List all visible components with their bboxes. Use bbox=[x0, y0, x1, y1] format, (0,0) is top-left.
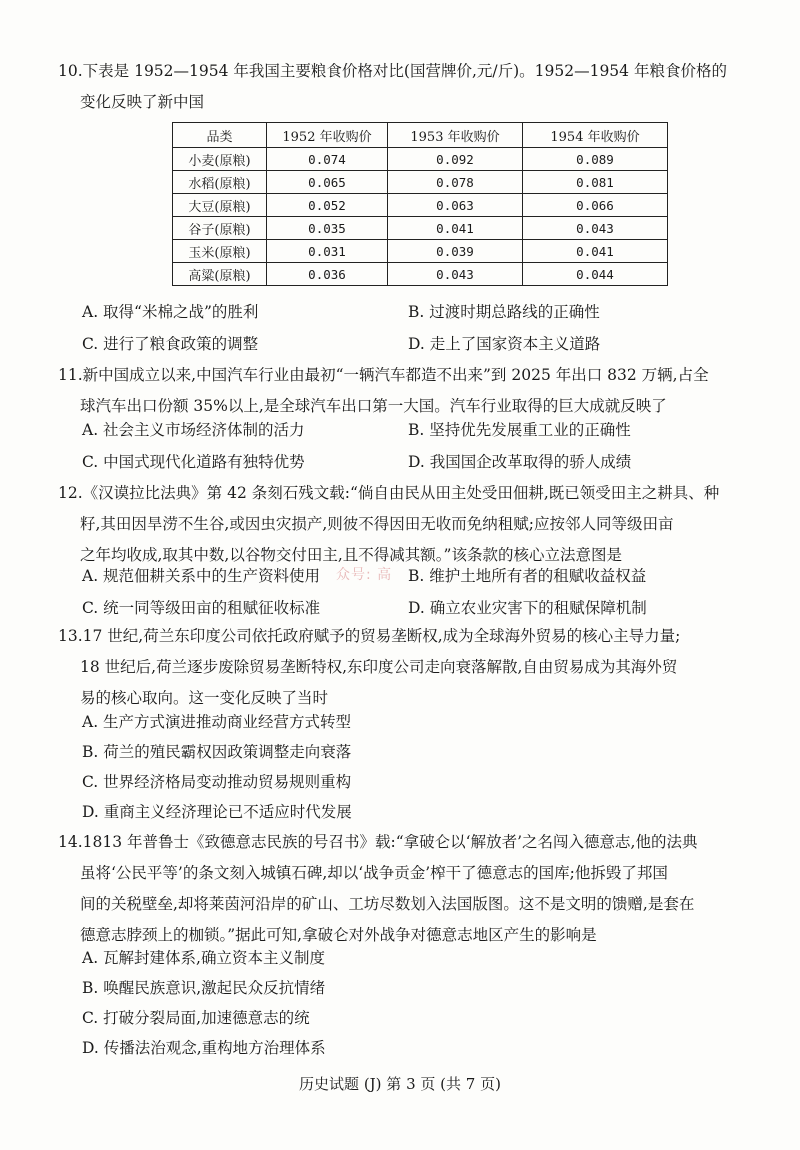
watermark-text: 众号: 高 bbox=[336, 567, 393, 583]
grain-price-table bbox=[172, 122, 668, 286]
table-cell: 0.065 bbox=[267, 171, 388, 194]
table-cell: 0.074 bbox=[267, 148, 388, 171]
table-cell: 0.044 bbox=[523, 263, 668, 286]
question-10-option-b[interactable]: B. 过渡时期总路线的正确性 bbox=[408, 303, 600, 321]
question-11-option-b[interactable]: B. 坚持优先发展重工业的正确性 bbox=[408, 421, 631, 439]
table-row bbox=[173, 194, 668, 217]
question-12-option-d[interactable]: D. 确立农业灾害下的租赋保障机制 bbox=[408, 599, 647, 617]
table-header-cell: 1952 年收购价 bbox=[267, 123, 388, 148]
table-cell: 小麦(原粮) bbox=[173, 148, 267, 171]
question-12-line-2: 籽,其田因旱涝不生谷,或因虫灾损产,则彼不得因田无收而免纳租赋;应按邻人同等级田亩 bbox=[80, 515, 674, 533]
question-12-option-a[interactable]: A. 规范佃耕关系中的生产资料使用 bbox=[82, 567, 321, 585]
table-header-cell: 1953 年收购价 bbox=[388, 123, 523, 148]
question-11-stem bbox=[58, 360, 758, 422]
question-10-line-1: 10.下表是 1952—1954 年我国主要粮食价格对比(国营牌价,元/斤)。1952—1954 年粮食价格的 bbox=[58, 62, 727, 80]
table-header-cell: 品类 bbox=[173, 123, 267, 148]
table-row bbox=[173, 263, 668, 286]
table-cell: 0.031 bbox=[267, 240, 388, 263]
question-11-option-d[interactable]: D. 我国国企改革取得的骄人成绩 bbox=[408, 453, 632, 471]
question-13-option-a[interactable]: A. 生产方式演进推动商业经营方式转型 bbox=[82, 713, 352, 731]
table-cell: 0.043 bbox=[388, 263, 523, 286]
table-cell: 0.035 bbox=[267, 217, 388, 240]
question-10-option-a[interactable]: A. 取得“米棉之战”的胜利 bbox=[82, 303, 259, 321]
table-cell: 0.052 bbox=[267, 194, 388, 217]
question-14-option-d[interactable]: D. 传播法治观念,重构地方治理体系 bbox=[82, 1039, 326, 1057]
table-cell: 0.092 bbox=[388, 148, 523, 171]
question-10-option-d[interactable]: D. 走上了国家资本主义道路 bbox=[408, 335, 601, 353]
question-11-option-c[interactable]: C. 中国式现代化道路有独特优势 bbox=[82, 453, 305, 471]
question-14-option-a[interactable]: A. 瓦解封建体系,确立资本主义制度 bbox=[82, 949, 325, 967]
question-14-stem bbox=[58, 827, 758, 951]
question-12-line-1: 12.《汉谟拉比法典》第 42 条刻石残文载:“倘自由民从田主处受田佃耕,既已领受田主之耕具、种 bbox=[58, 484, 720, 502]
question-14-option-c[interactable]: C. 打破分裂局面,加速德意志的统 bbox=[82, 1009, 310, 1027]
question-13-option-b[interactable]: B. 荷兰的殖民霸权因政策调整走向衰落 bbox=[82, 743, 352, 761]
table-cell: 0.041 bbox=[388, 217, 523, 240]
table-cell: 0.066 bbox=[523, 194, 668, 217]
page-footer: 历史试题 (J) 第 3 页 (共 7 页) bbox=[299, 1075, 501, 1093]
table-cell: 玉米(原粮) bbox=[173, 240, 267, 263]
table-cell: 0.063 bbox=[388, 194, 523, 217]
table-header-cell: 1954 年收购价 bbox=[523, 123, 668, 148]
question-12-option-c[interactable]: C. 统一同等级田亩的租赋征收标准 bbox=[82, 599, 321, 617]
table-cell: 0.081 bbox=[523, 171, 668, 194]
table-cell: 0.089 bbox=[523, 148, 668, 171]
table-cell: 水稻(原粮) bbox=[173, 171, 267, 194]
question-11-option-a[interactable]: A. 社会主义市场经济体制的活力 bbox=[82, 421, 305, 439]
table-row bbox=[173, 217, 668, 240]
table-cell: 0.036 bbox=[267, 263, 388, 286]
question-13-option-d[interactable]: D. 重商主义经济理论已不适应时代发展 bbox=[82, 803, 352, 821]
table-cell: 0.078 bbox=[388, 171, 523, 194]
table-row bbox=[173, 171, 668, 194]
table-cell: 0.039 bbox=[388, 240, 523, 263]
table-row bbox=[173, 148, 668, 171]
question-12-line-3: 之年均收成,取其中数,以谷物交付田主,且不得减其额。”该条款的核心立法意图是 bbox=[80, 546, 622, 564]
table-cell: 大豆(原粮) bbox=[173, 194, 267, 217]
question-14-line-3: 间的关税壁垒,却将莱茵河沿岸的矿山、工坊尽数划入法国版图。这不是文明的馈赠,是套在 bbox=[80, 895, 695, 913]
question-14-option-b[interactable]: B. 唤醒民族意识,激起民众反抗情绪 bbox=[82, 979, 326, 997]
table-cell: 0.043 bbox=[523, 217, 668, 240]
question-13-line-2: 18 世纪后,荷兰逐步废除贸易垄断特权,东印度公司走向衰落解散,自由贸易成为其海外贸 bbox=[80, 658, 678, 676]
question-11-line-2: 球汽车出口份额 35%以上,是全球汽车出口第一大国。汽车行业取得的巨大成就反映了 bbox=[80, 397, 667, 415]
table-cell: 高粱(原粮) bbox=[173, 263, 267, 286]
question-13-option-c[interactable]: C. 世界经济格局变动推动贸易规则重构 bbox=[82, 773, 352, 791]
question-10-line-2: 变化反映了新中国 bbox=[80, 93, 205, 111]
question-13-line-3: 易的核心取向。这一变化反映了当时 bbox=[80, 689, 329, 707]
table-cell: 谷子(原粮) bbox=[173, 217, 267, 240]
question-14-line-2: 虽将‘公民平等’的条文刻入城镇石碑,却以‘战争贡金’榨干了德意志的国库;他拆毁了邦国 bbox=[80, 864, 668, 882]
table-cell: 0.041 bbox=[523, 240, 668, 263]
question-13-stem bbox=[58, 621, 758, 714]
question-12-stem bbox=[58, 478, 758, 571]
question-14-line-4: 德意志脖颈上的枷锁。”据此可知,拿破仑对外战争对德意志地区产生的影响是 bbox=[80, 926, 597, 944]
question-14-line-1: 14.1813 年普鲁士《致德意志民族的号召书》载:“拿破仑以‘解放者’之名闯入德意志,他的法典 bbox=[58, 833, 698, 851]
question-10-option-c[interactable]: C. 进行了粮食政策的调整 bbox=[82, 335, 259, 353]
question-13-line-1: 13.17 世纪,荷兰东印度公司依托政府赋予的贸易垄断权,成为全球海外贸易的核心主导力量; bbox=[58, 627, 681, 645]
question-11-line-1: 11.新中国成立以来,中国汽车行业由最初“一辆汽车都造不出来”到 2025 年出口 832 万辆,占全 bbox=[58, 366, 709, 384]
question-10-stem bbox=[58, 56, 758, 118]
table-row bbox=[173, 240, 668, 263]
question-12-option-b[interactable]: B. 维护土地所有者的租赋收益权益 bbox=[408, 567, 647, 585]
table-header-row bbox=[173, 123, 668, 148]
